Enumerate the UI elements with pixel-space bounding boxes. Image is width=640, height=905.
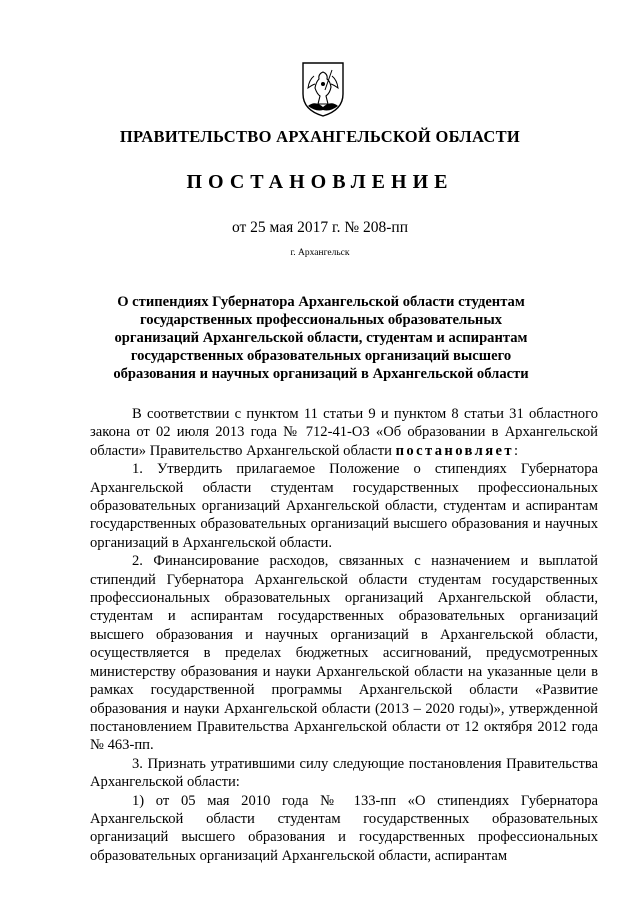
intro-paragraph	[90, 405, 598, 460]
document-type: ПОСТАНОВЛЕНИЕ	[186, 171, 454, 193]
intro-text: В соответствии с пунктом 11 статьи 9 и пунктом 8 статьи 31 областного закона от 02 июля 2013 года № 712-41-ОЗ «Об образовании в Архангельской области» Правительство Архангельской области	[90, 406, 598, 459]
paragraph-1: 1. Утвердить прилагаемое Положение о стипендиях Губернатора Архангельской области студентам государственных профессиональных образовательных организаций Архангельской области, студентам и аспирантам государственных образовательных организаций высшего образования и научных организаций в Архангельской области.	[90, 461, 598, 551]
paragraph-3-item-1: 1) от 05 мая 2010 года № 133-пп «О стипендиях Губернатора Архангельской области студентам государственных образовательных организаций высшего образования и государственных профессиональных образовательных организаций Архангельской области, аспирантам	[90, 792, 598, 864]
coat-of-arms-icon	[300, 60, 346, 118]
intro-end: :	[513, 442, 519, 459]
document-title: О стипендиях Губернатора Архангельской области студентам государственных профессиональных образовательных организаций Архангельской области, студентам и аспирантам государственных образовательных организаций высшего образования и научных организаций в Архангельской области	[113, 294, 529, 382]
document-city: г. Архангельск	[290, 248, 350, 258]
organization-name: ПРАВИТЕЛЬСТВО АРХАНГЕЛЬСКОЙ ОБЛАСТИ	[119, 127, 521, 146]
paragraph-3: 3. Признать утратившими силу следующие постановления Правительства Архангельской области:	[90, 755, 598, 791]
paragraph-2: 2. Финансирование расходов, связанных с назначением и выплатой стипендий Губернатора Архангельской области студентам государственных профессиональных образовательных организаций Архангельской области, студентам и аспирантам государственных образовательных организаций высшего образования и научных организаций в Архангельской области, осуществляется в пределах бюджетных ассигнований, предусмотренных министерству образования и науки Архангельской области на указанные цели в рамках государственной программы Архангельской области «Развитие образования и науки Архангельской области (2013 – 2020 годы)», утвержденной постановлением Правительства Архангельской области от 12 октября 2012 года № 463-пп.	[90, 553, 598, 754]
intro-keyword: постановляет	[395, 442, 514, 459]
document-date-number: от 25 мая 2017 г. № 208-пп	[231, 219, 409, 236]
document-body	[90, 405, 598, 865]
